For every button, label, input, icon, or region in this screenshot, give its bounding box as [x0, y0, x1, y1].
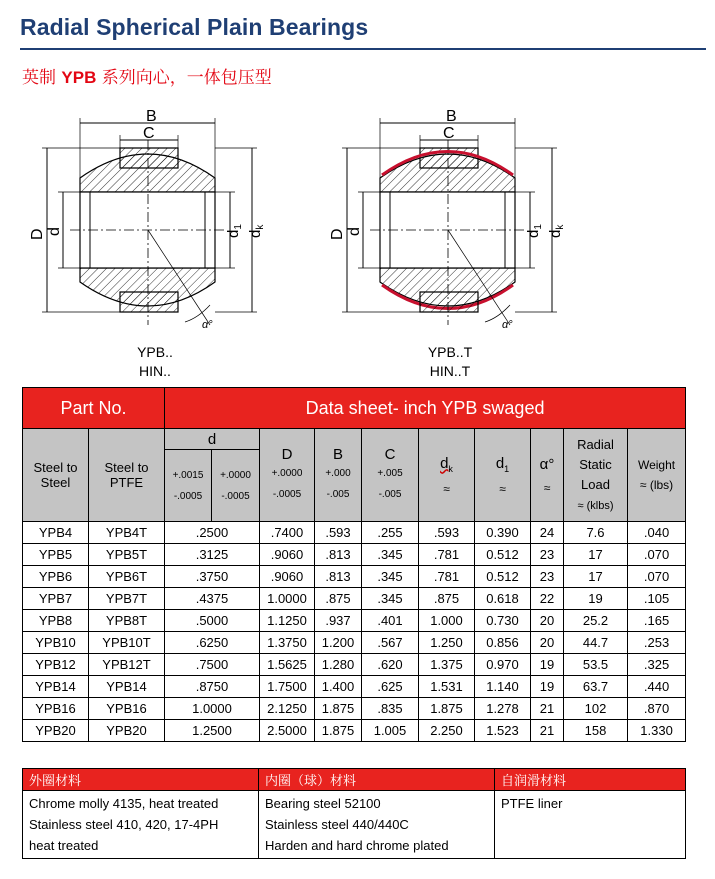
- table-cell: .835: [362, 698, 419, 720]
- table-cell: 53.5: [564, 654, 628, 676]
- table-cell: YPB7T: [89, 588, 165, 610]
- table-cell: 7.6: [564, 522, 628, 544]
- table-row: [23, 676, 686, 698]
- table-cell: .345: [362, 566, 419, 588]
- table-cell: YPB5: [23, 544, 89, 566]
- table-cell: .5000: [165, 610, 260, 632]
- table-cell: 1.200: [315, 632, 362, 654]
- table-cell: 25.2: [564, 610, 628, 632]
- table-cell: 21: [531, 720, 564, 742]
- table-cell: YPB5T: [89, 544, 165, 566]
- table-cell: .593: [315, 522, 362, 544]
- table-cell: 1.140: [475, 676, 531, 698]
- table-cell: YPB14: [89, 676, 165, 698]
- col-C: C +.005 -.005: [362, 429, 419, 522]
- table-cell: .625: [362, 676, 419, 698]
- table-cell: 22: [531, 588, 564, 610]
- table-cell: 1.531: [419, 676, 475, 698]
- table-cell: .781: [419, 566, 475, 588]
- table-cell: 20: [531, 610, 564, 632]
- dim-label-D: D: [329, 228, 346, 240]
- col-alpha: α° ≈: [531, 429, 564, 522]
- table-cell: .813: [315, 544, 362, 566]
- drawing-caption-1: YPB.. HIN..: [137, 344, 173, 379]
- table-row: [23, 610, 686, 632]
- table-cell: YPB20: [89, 720, 165, 742]
- col-radial-static-load: Radial Static Load ≈ (klbs): [564, 429, 628, 522]
- table-cell: 1.375: [419, 654, 475, 676]
- inner-ring-material: Bearing steel 52100 Stainless steel 440/440C Harden and hard chrome plated: [259, 791, 495, 859]
- outer-ring-material-header: 外圈材料: [23, 769, 259, 791]
- table-cell: 2.250: [419, 720, 475, 742]
- table-cell: YPB6T: [89, 566, 165, 588]
- table-cell: .401: [362, 610, 419, 632]
- bearing-drawing-1: [29, 108, 266, 331]
- table-cell: 44.7: [564, 632, 628, 654]
- col-dk: $d_k$ ≈: [419, 429, 475, 522]
- table-cell: 24: [531, 522, 564, 544]
- table-cell: YPB10: [23, 632, 89, 654]
- table-cell: 2.5000: [260, 720, 315, 742]
- liner-material-header: 自润滑材料: [495, 769, 686, 791]
- outer-ring-material: Chrome molly 4135, heat treated Stainless steel 410, 420, 17-4PH heat treated: [23, 791, 259, 859]
- table-cell: .9060: [260, 544, 315, 566]
- dim-label-alpha: α°: [202, 319, 213, 331]
- col-D: D +.0000 -.0005: [260, 429, 315, 522]
- table-cell: YPB6: [23, 566, 89, 588]
- table-cell: .253: [628, 632, 686, 654]
- table-cell: .070: [628, 566, 686, 588]
- table-cell: .3750: [165, 566, 260, 588]
- col-weight: Weight ≈ (lbs): [628, 429, 686, 522]
- table-cell: 1.523: [475, 720, 531, 742]
- table-cell: 1.875: [315, 698, 362, 720]
- table-row: [23, 588, 686, 610]
- table-cell: YPB8T: [89, 610, 165, 632]
- dim-label-C: C: [443, 125, 455, 142]
- table-cell: YPB12T: [89, 654, 165, 676]
- table-cell: 1.0000: [260, 588, 315, 610]
- table-cell: 1.400: [315, 676, 362, 698]
- table-cell: .870: [628, 698, 686, 720]
- table-cell: 17: [564, 566, 628, 588]
- data-sheet-table: [22, 387, 686, 742]
- table-cell: .040: [628, 522, 686, 544]
- table-cell: .255: [362, 522, 419, 544]
- table-cell: .070: [628, 544, 686, 566]
- col-B: B +.000 -.005: [315, 429, 362, 522]
- table-cell: 19: [531, 676, 564, 698]
- table-cell: .105: [628, 588, 686, 610]
- table-cell: 63.7: [564, 676, 628, 698]
- col-d1: $d_1$ ≈: [475, 429, 531, 522]
- dim-label-d: d: [46, 227, 63, 236]
- table-cell: YPB16: [23, 698, 89, 720]
- bearing-drawing-2: [329, 108, 566, 331]
- table-cell: 1.278: [475, 698, 531, 720]
- table-cell: .7400: [260, 522, 315, 544]
- col-d-tol-1: +.0015 -.0005: [165, 450, 212, 522]
- table-cell: 1.875: [315, 720, 362, 742]
- table-cell: 2.1250: [260, 698, 315, 720]
- table-cell: 1.000: [419, 610, 475, 632]
- table-cell: .345: [362, 544, 419, 566]
- table-cell: 1.7500: [260, 676, 315, 698]
- dim-label-D: D: [29, 228, 46, 240]
- inner-ring-material-header: 内圈（球）材料: [259, 769, 495, 791]
- table-cell: .4375: [165, 588, 260, 610]
- table-cell: .325: [628, 654, 686, 676]
- bearing-drawings: [20, 100, 710, 380]
- part-no-header: Part No.: [23, 388, 165, 429]
- table-cell: 0.512: [475, 566, 531, 588]
- table-cell: 1.5625: [260, 654, 315, 676]
- col-steel-to-steel: Steel to Steel: [23, 429, 89, 522]
- table-cell: 0.970: [475, 654, 531, 676]
- table-cell: .2500: [165, 522, 260, 544]
- table-cell: 0.390: [475, 522, 531, 544]
- table-cell: YPB20: [23, 720, 89, 742]
- table-cell: 17: [564, 544, 628, 566]
- drawing-caption-2: YPB..T HIN..T: [427, 344, 473, 379]
- table-cell: 1.005: [362, 720, 419, 742]
- table-cell: 1.2500: [165, 720, 260, 742]
- table-row: [23, 566, 686, 588]
- svg-text:d1: $d_1$: [525, 224, 544, 238]
- table-cell: .8750: [165, 676, 260, 698]
- dim-label-C: C: [143, 125, 155, 142]
- materials-table: [22, 768, 686, 859]
- table-cell: YPB12: [23, 654, 89, 676]
- table-cell: 1.280: [315, 654, 362, 676]
- table-cell: 1.1250: [260, 610, 315, 632]
- table-cell: 1.330: [628, 720, 686, 742]
- table-cell: YPB10T: [89, 632, 165, 654]
- table-cell: 1.3750: [260, 632, 315, 654]
- table-cell: YPB4T: [89, 522, 165, 544]
- svg-text:d1: $d_1$: [225, 224, 244, 238]
- table-cell: .165: [628, 610, 686, 632]
- table-cell: YPB16: [89, 698, 165, 720]
- table-cell: 0.730: [475, 610, 531, 632]
- table-cell: .3125: [165, 544, 260, 566]
- table-row: [23, 720, 686, 742]
- dim-label-d1: d: [525, 229, 542, 238]
- table-cell: 20: [531, 632, 564, 654]
- dim-label-alpha: α°: [502, 319, 513, 331]
- table-cell: YPB7: [23, 588, 89, 610]
- table-cell: .7500: [165, 654, 260, 676]
- table-cell: 19: [531, 654, 564, 676]
- title-rule: [20, 48, 706, 50]
- dim-label-dk: d: [547, 229, 564, 238]
- table-cell: YPB8: [23, 610, 89, 632]
- table-cell: 0.856: [475, 632, 531, 654]
- dim-label-dk: d: [247, 229, 264, 238]
- table-cell: .813: [315, 566, 362, 588]
- table-cell: .593: [419, 522, 475, 544]
- table-cell: YPB4: [23, 522, 89, 544]
- page-subtitle: 英制 YPB 系列向心，一体包压型: [22, 68, 272, 88]
- table-cell: .875: [419, 588, 475, 610]
- table-cell: 1.0000: [165, 698, 260, 720]
- table-cell: 23: [531, 544, 564, 566]
- table-row: [23, 698, 686, 720]
- dim-label-B: B: [146, 108, 157, 125]
- table-cell: 0.618: [475, 588, 531, 610]
- table-cell: 102: [564, 698, 628, 720]
- table-cell: 19: [564, 588, 628, 610]
- table-cell: .620: [362, 654, 419, 676]
- dim-label-B: B: [446, 108, 457, 125]
- table-cell: 21: [531, 698, 564, 720]
- table-cell: 1.875: [419, 698, 475, 720]
- table-cell: 0.512: [475, 544, 531, 566]
- table-cell: .875: [315, 588, 362, 610]
- page-title: Radial Spherical Plain Bearings: [20, 14, 369, 40]
- col-d: d: [165, 429, 260, 450]
- table-cell: .6250: [165, 632, 260, 654]
- dim-label-d: d: [346, 227, 363, 236]
- table-cell: .345: [362, 588, 419, 610]
- table-cell: 158: [564, 720, 628, 742]
- table-cell: .937: [315, 610, 362, 632]
- table-cell: 1.250: [419, 632, 475, 654]
- table-cell: .781: [419, 544, 475, 566]
- svg-text:dk: $d_k$: [247, 224, 266, 238]
- table-row: [23, 632, 686, 654]
- table-cell: .9060: [260, 566, 315, 588]
- table-cell: 23: [531, 566, 564, 588]
- table-cell: .567: [362, 632, 419, 654]
- table-row: [23, 544, 686, 566]
- svg-text:dk: $d_k$: [547, 224, 566, 238]
- col-steel-to-ptfe: Steel to PTFE: [89, 429, 165, 522]
- table-cell: .440: [628, 676, 686, 698]
- datasheet-header: Data sheet- inch YPB swaged: [165, 388, 686, 429]
- table-row: [23, 654, 686, 676]
- col-d-tol-2: +.0000 -.0005: [212, 450, 260, 522]
- table-cell: YPB14: [23, 676, 89, 698]
- liner-material: PTFE liner: [495, 791, 686, 859]
- dim-label-d1: d: [225, 229, 242, 238]
- table-row: [23, 522, 686, 544]
